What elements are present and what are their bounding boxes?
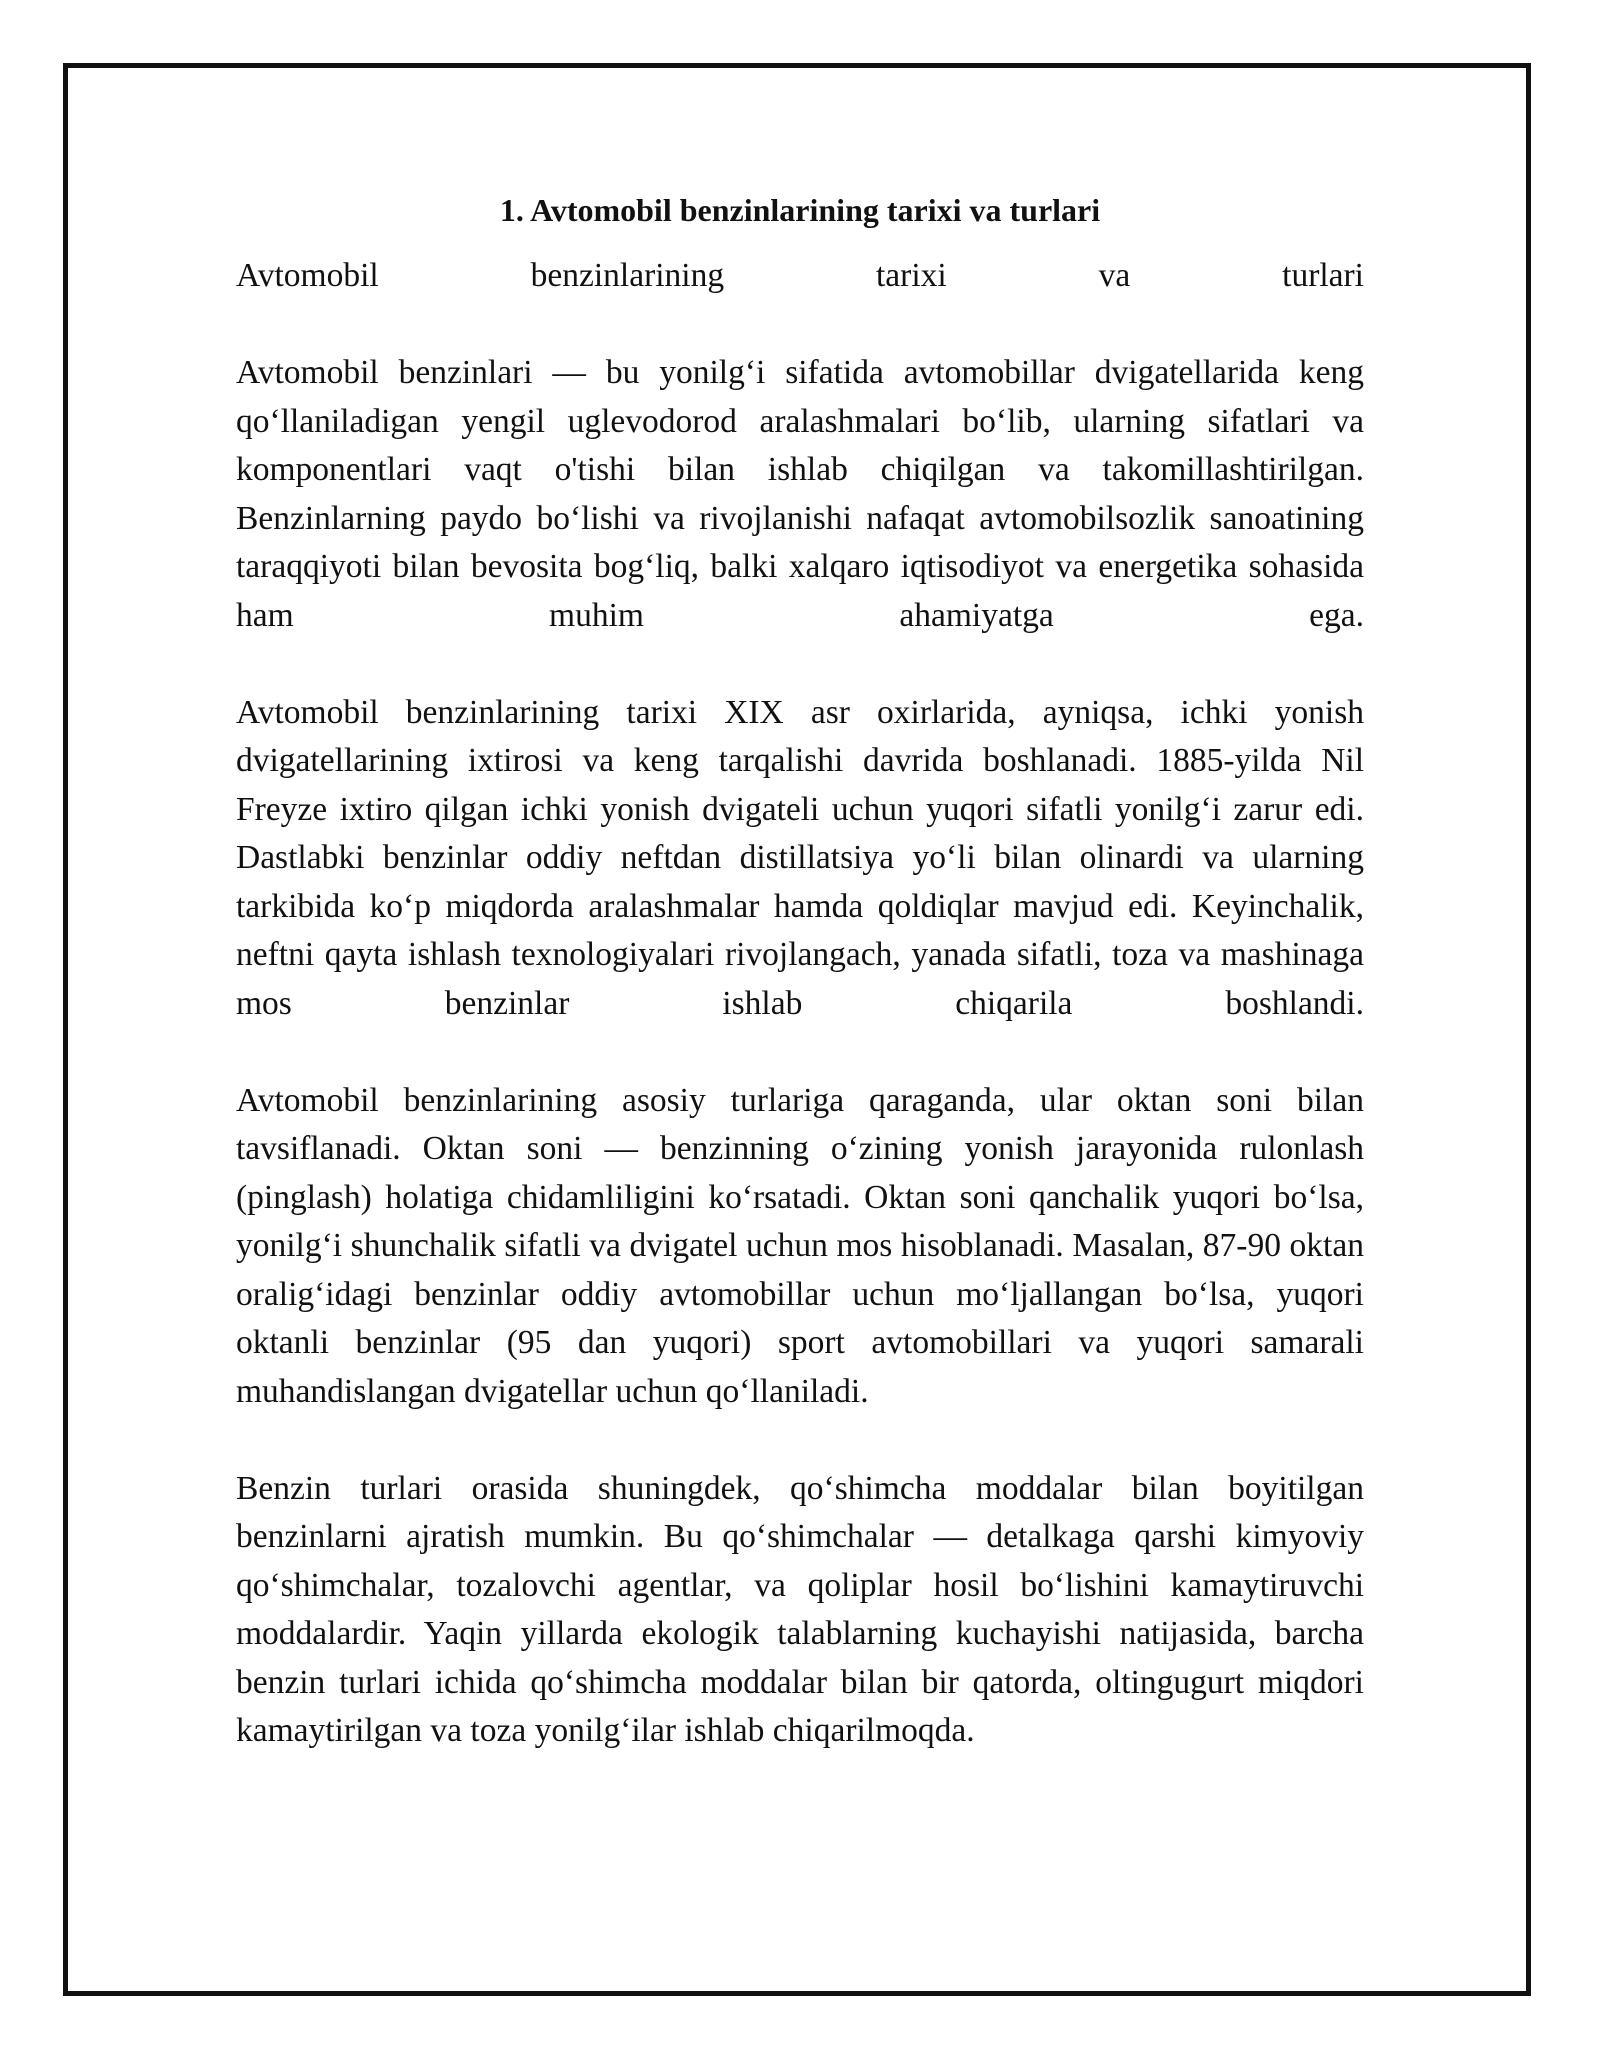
subtitle-word: tarixi (876, 257, 947, 294)
document-title: 1. Avtomobil benzinlarining tarixi va turlari (499, 192, 1101, 228)
subtitle-word: benzinlarining (530, 257, 725, 294)
paragraph-spacer (236, 1416, 1364, 1465)
paragraph-3: Avtomobil benzinlarining asosiy turlariga qaraganda, ular oktan soni bilan tavsiflanadi. Oktan soni — benzinning o‘zining yonish jarayonida rulonlash (pinglash) holatiga chidamliligini ko‘rsatadi. Oktan soni qanchalik yuqori bo‘lsa, yonilg‘i shunchalik sifatli va dvigatel uchun mos hisoblanadi. Masalan, 87-90 oktan oralig‘idagi benzinlar oddiy avtomobillar uchun mo‘ljallangan bo‘lsa, yuqori oktanli benzinlar (95 dan yuqori) sport avtomobillari va yuqori samarali muhandislangan dvigatellar uchun qo‘llaniladi. (236, 1081, 1364, 1410)
subtitle-word: va (1098, 257, 1131, 294)
paragraph-spacer (236, 640, 1364, 689)
paragraph-spacer (236, 1028, 1364, 1077)
paragraph-spacer (236, 301, 1364, 350)
subtitle-line (236, 252, 1364, 301)
paragraph-2: Avtomobil benzinlarining tarixi XIX asr oxirlarida, ayniqsa, ichki yonish dvigatellarining ixtirosi va keng tarqalishi davrida boshlanadi. 1885-yilda Nil Freyze ixtiro qilgan ichki yonish dvigateli uchun yuqori sifatli yonilg‘i zarur edi. Dastlabki benzinlar oddiy neftdan distillatsiya yo‘li bilan olinardi va ularning tarkibida ko‘p miqdorda aralashmalar hamda qoldiqlar mavjud edi. Keyinchalik, neftni qayta ishlash texnologiyalari rivojlangach, yanada sifatli, toza va mashinaga mos benzinlar ishlab chiqarila boshlandi. (236, 693, 1364, 1022)
paragraph-4: Benzin turlari orasida shuningdek, qo‘shimcha moddalar bilan boyitilgan benzinlarni ajratish mumkin. Bu qo‘shimchalar — detalkaga qarshi kimyoviy qo‘shimchalar, tozalovchi agentlar, va qoliplar hosil bo‘lishini kamaytiruvchi moddalardir. Yaqin yillarda ekologik talablarning kuchayishi natijasida, barcha benzin turlari ichida qo‘shimcha moddalar bilan bir qatorda, oltingugurt miqdori kamaytirilgan va toza yonilg‘ilar ishlab chiqarilmoqda. (236, 1469, 1364, 1749)
paragraph-1: Avtomobil benzinlari — bu yonilg‘i sifatida avtomobillar dvigatellarida keng qo‘llaniladigan yengil uglevodorod aralashmalari bo‘lib, ularning sifatlari va komponentlari vaqt o'tishi bilan ishlab chiqilgan va takomillashtirilgan. Benzinlarning paydo bo‘lishi va rivojlanishi nafaqat avtomobilsozlik sanoatining taraqqiyoti bilan bevosita bog‘liq, balki xalqaro iqtisodiyot va energetika sohasida ham muhim ahamiyatga ega. (236, 354, 1364, 634)
document-body (236, 190, 1364, 1756)
subtitle-word: turlari (1282, 257, 1364, 294)
subtitle-word: Avtomobil (236, 257, 379, 294)
